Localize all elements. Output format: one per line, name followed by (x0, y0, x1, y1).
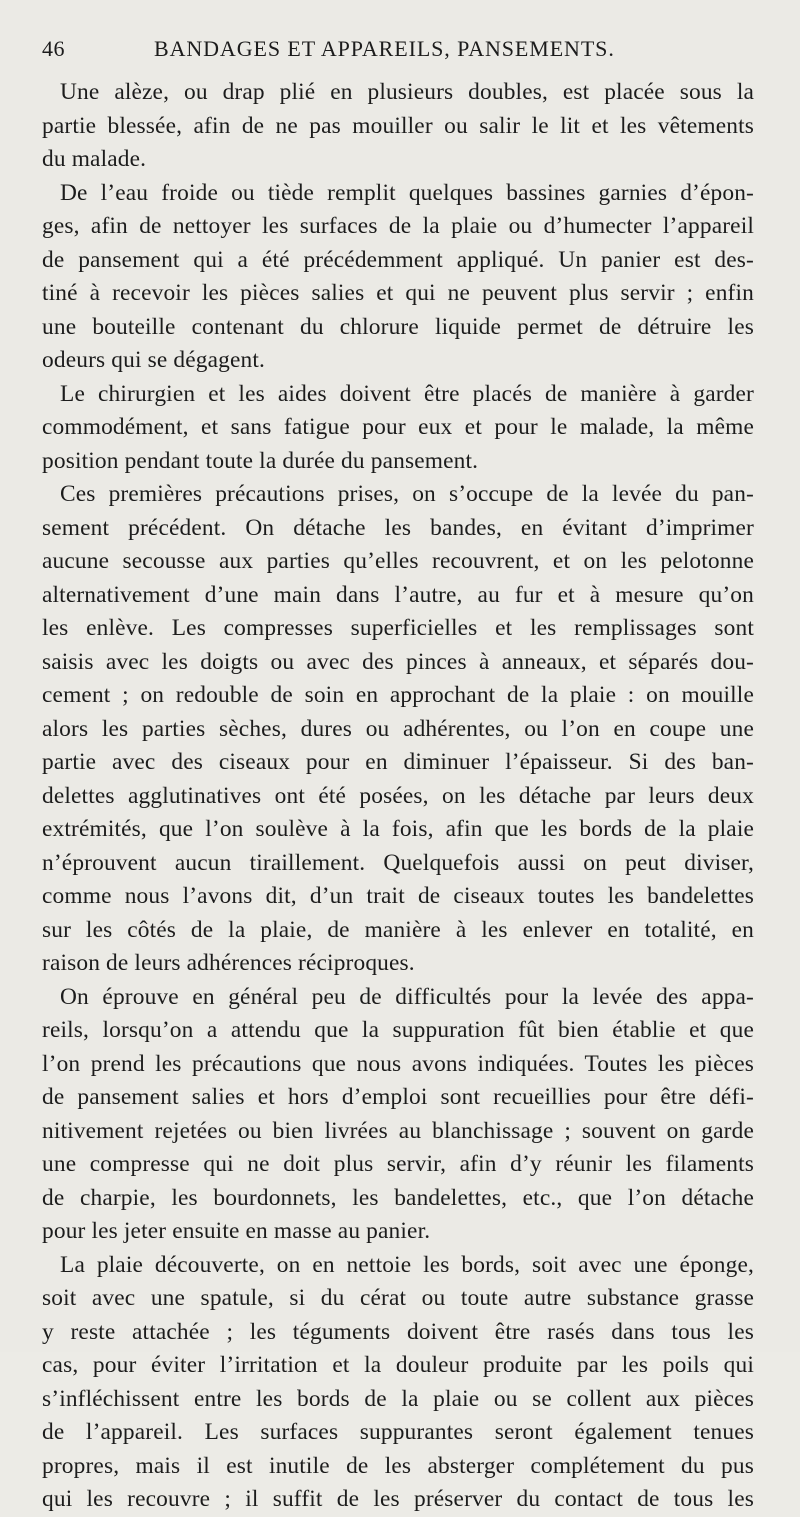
text-line: De l’eau froide ou tiède remplit quelques bassines garnies d’épon- (60, 179, 754, 206)
text-line: reils, lorsqu’on a attendu que la suppuration fût bien établie et que (42, 1017, 754, 1043)
text-line: sur les côtés de la plaie, de manière à les enlever en totalité, en (42, 916, 754, 943)
text-line: soit avec une spatule, si du cérat ou toute autre substance grasse (42, 1285, 754, 1311)
text-line: tiné à recevoir les pièces salies et qui ne peuvent plus servir ; enfin (42, 280, 754, 306)
page-header (36, 36, 762, 66)
text-line: delettes agglutinatives ont été posées, on les détache par leurs deux (42, 782, 754, 809)
text-line: partie blessée, afin de ne pas mouiller ou salir le lit et les vêtements (42, 112, 754, 139)
text-line: une bouteille contenant du chlorure liquide permet de détruire les (42, 313, 754, 340)
text-line: extrémités, que l’on soulève à la fois, afin que les bords de la plaie (42, 816, 754, 842)
text-line: qui les recouvre ; il suffit de les préserver du contact de tous les (42, 1486, 754, 1512)
text-line: de pansement qui a été précédemment appliqué. Un panier est des- (42, 246, 754, 273)
text-line: alors les parties sèches, dures ou adhérentes, ou l’on en coupe une (42, 715, 754, 742)
text-line: les enlève. Les compresses superficielles et les remplissages sont (42, 615, 754, 641)
text-line: aucune secousse aux parties qu’elles recouvrent, et on les pelotonne (42, 548, 754, 574)
page-number: 46 (42, 36, 65, 61)
text-line: une compresse qui ne doit plus servir, afin d’y réunir les filaments (42, 1151, 754, 1177)
text-line: de charpie, les bourdonnets, les bandelettes, etc., que l’on détache (42, 1184, 754, 1211)
text-line: Une alèze, ou drap plié en plusieurs doubles, est placée sous la (60, 79, 754, 105)
running-title: BANDAGES ET APPAREILS, PANSEMENTS. (154, 36, 615, 61)
text-line: commodément, et sans fatigue pour eux et pour le malade, la même (42, 414, 754, 440)
body-text (42, 76, 754, 1517)
text-line: y reste attachée ; les téguments doivent être rasés dans tous les (42, 1318, 754, 1345)
text-line: raison de leurs adhérences réciproques. (42, 950, 415, 976)
text-line: pour les jeter ensuite en masse au panier. (42, 1218, 431, 1244)
text-line: alternativement d’une main dans l’autre, au fur et à mesure qu’on (42, 581, 754, 608)
text-line: comme nous l’avons dit, d’un trait de ciseaux toutes les bandelettes (42, 883, 754, 909)
text-line: propres, mais il est inutile de les absterger complétement du pus (42, 1452, 754, 1479)
text-line: de pansement salies et hors d’emploi sont recueillies pour être défi- (42, 1084, 754, 1110)
text-line: du malade. (42, 146, 147, 172)
text-line: cas, pour éviter l’irritation et la douleur produite par les poils qui (42, 1352, 754, 1378)
text-line: position pendant toute la durée du pansement. (42, 447, 479, 474)
text-line: Le chirurgien et les aides doivent être placés de manière à garder (60, 380, 754, 407)
text-line: l’on prend les précautions que nous avons indiquées. Toutes les pièces (42, 1050, 754, 1077)
text-line: saisis avec les doigts ou avec des pinces à anneaux, et séparés dou- (42, 648, 754, 675)
text-line: n’éprouvent aucun tiraillement. Quelquefois aussi on peut diviser, (42, 849, 754, 876)
text-line: nitivement rejetées ou bien livrées au blanchissage ; souvent on garde (42, 1117, 754, 1144)
text-line: ges, afin de nettoyer les surfaces de la plaie ou d’humecter l’appareil (42, 213, 754, 239)
text-line: s’infléchissent entre les bords de la plaie ou se collent aux pièces (42, 1385, 754, 1412)
text-line: On éprouve en général peu de difficultés pour la levée des appa- (60, 983, 754, 1010)
text-line: La plaie découverte, on en nettoie les bords, soit avec une éponge, (60, 1251, 754, 1278)
text-line: de l’appareil. Les surfaces suppurantes seront également tenues (42, 1419, 754, 1445)
text-line: partie avec des ciseaux pour en diminuer l’épaisseur. Si des ban- (42, 749, 754, 775)
text-line: odeurs qui se dégagent. (42, 347, 265, 373)
text-line: cement ; on redouble de soin en approchant de la plaie : on mouille (42, 682, 754, 708)
text-line: Ces premières précautions prises, on s’occupe de la levée du pan- (60, 481, 754, 507)
text-line: sement précédent. On détache les bandes, en évitant d’imprimer (42, 514, 754, 541)
